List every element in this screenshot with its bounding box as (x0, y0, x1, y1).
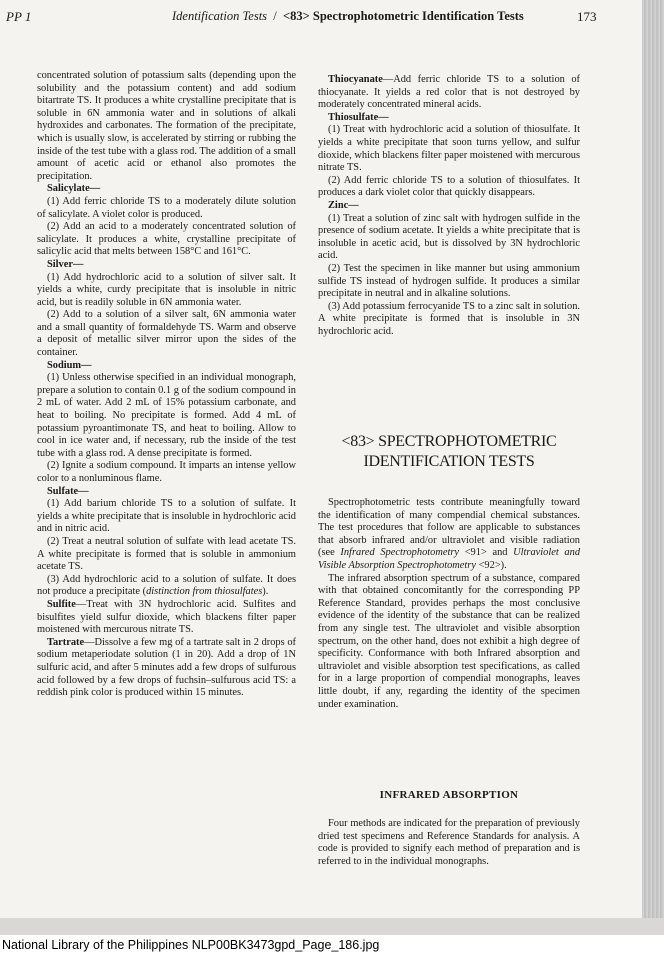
running-title-section: Identification Tests (172, 9, 268, 23)
running-title-separator: / (273, 9, 277, 23)
paragraph: (2) Treat a neutral solution of sulfate with lead acetate TS. A white precipitate is formed that is soluble in ammonium acetate TS. (37, 535, 296, 573)
heading-silver: Silver— (47, 258, 84, 270)
paragraph (37, 574, 296, 599)
paragraph: (1) Treat a solution of zinc salt with hydrogen sulfide in the presence of sodium acetate. It yields a white precipitate that is insoluble in acetic acid, but is dissolved by 3N hydrochloric acid. (318, 212, 580, 262)
text-run: —Dissolve a few mg of a tartrate salt in 2 drops of sodium metaperiodate solution (1 in 20). Add a drop of 1N sulfuric acid, and after 5 minutes add a few drops of sulfurous acid followed by a few drops of fuchsin–sulfurous acid TS: a reddish pink color is produced within 15 minutes. (37, 636, 296, 699)
heading-zinc: Zinc— (328, 199, 359, 211)
paragraph: (2) Ignite a sodium compound. It imparts an intense yellow color to a nonluminous flame. (37, 460, 296, 484)
heading-sulfate: Sulfate— (47, 485, 89, 497)
section-body-infrared (318, 818, 580, 868)
heading-thiosulfate: Thiosulfate— (328, 111, 389, 123)
scan-bottom-band (0, 918, 664, 935)
right-column (318, 74, 580, 338)
subheading-infrared: INFRARED ABSORPTION (379, 789, 519, 801)
text-run: —Add ferric chloride TS to a solution of thiocyanate. It yields a red color that is not destroyed by moderately concentrated mineral acids. (318, 74, 580, 111)
image-caption: National Library of the Philippines NLP00BK3473gpd_Page_186.jpg (2, 938, 380, 952)
paragraph: (2) Test the specimen in like manner but using ammonium sulfide TS instead of hydrogen sulfide. It produces a similar precipitate in neutral and in alkaline solutions. (318, 262, 580, 300)
page-edge-shadow (642, 0, 664, 935)
paragraph: (1) Unless otherwise specified in an individual monograph, prepare a solution to contain 0.1 g of the sodium compound in 2 mL of water. Add 2 mL of 15% potassium carbonate, and heat to boiling. No precipitate is formed. Add 4 mL of potassium pyroantimonate TS, and heat to boiling. Allow to cool in ice water and, if necessary, rub the inside of the test tube with a glass rod. A dense precipitate is formed. (37, 372, 296, 459)
paragraph (37, 599, 296, 637)
text-run-italic: Infrared Spectrophotometry (340, 547, 460, 559)
section-title-line: IDENTIFICATION TESTS (363, 453, 535, 470)
paragraph: (2) Add ferric chloride TS to a solution of thiosulfates. It produces a dark violet color that quickly disappears. (318, 174, 580, 199)
text-run: (3) Add hydrochloric acid to a solution of sulfate. It does not produce a precipitate ( (37, 573, 296, 598)
running-id: PP 1 (6, 9, 32, 24)
paragraph (318, 74, 580, 112)
text-run: ). (262, 586, 269, 598)
text-run: —Treat with 3N hydrochloric acid. Sulfites and bisulfites yield sulfur dioxide, which blackens filter paper moistened with mercurous nitrate TS. (37, 598, 296, 636)
section-title (318, 432, 580, 472)
paragraph: concentrated solution of potassium salts (depending upon the solubility and the potassium content) and add sodium bitartrate TS. It produces a white crystalline precipitate that is soluble in 6N ammonia water and in solutions of alkali hydroxides and carbonates. The formation of the precipitate, which is usually slow, is accelerated by stirring or rubbing the inside of the test tube with a glass rod. The addition of a small amount of acetic acid or ethanol also promotes the precipitation. (37, 70, 296, 182)
paragraph: The infrared absorption spectrum of a substance, compared with that obtained concomitantly for the corresponding PP Reference Standard, provides perhaps the most conclusive evidence of the identity of the substance that can be realized from any single test. The ultraviolet and visible absorption spectrum, on the other hand, does not exhibit a high degree of specificity. Conformance with both Infrared absorption and ultraviolet and visible absorption test specifications, as called for in a large proportion of compendial monographs, leaves little doubt, if any, regarding the identity of the specimen under examination. (318, 572, 580, 710)
paragraph: (1) Add hydrochloric acid to a solution of silver salt. It yields a white, curdy precipitate that is insoluble in nitric acid, but is readily soluble in 6N ammonia water. (37, 271, 296, 308)
heading-sulfite: Sulfite (47, 598, 76, 610)
running-title-chapter: <83> Spectrophotometric Identification Tests (283, 9, 524, 23)
text-run: <91> and (459, 547, 514, 559)
heading-thiocyanate: Thiocyanate (328, 74, 383, 85)
section-title-line: <83> SPECTROPHOTOMETRIC (341, 433, 557, 450)
paragraph: (3) Add potassium ferrocyanide TS to a zinc salt in solution. A white precipitate is formed that is insoluble in 3N hydrochloric acid. (318, 300, 580, 337)
paragraph: (1) Treat with hydrochloric acid a solution of thiosulfate. It yields a white precipitate that soon turns yellow, and sulfur dioxide, which blackens filter paper moistened with mercurous nitrate TS. (318, 124, 580, 174)
paragraph: (2) Add an acid to a moderately concentrated solution of salicylate. It produces a white, crystalline precipitate of salicylic acid that melts between 158°C and 161°C. (37, 221, 296, 258)
page-number: 173 (577, 9, 597, 24)
paragraph: Four methods are indicated for the preparation of previously dried test specimens and Reference Standards for analysis. A code is provided to signify each method of preparation and is referred to in the individual monographs. (318, 818, 580, 867)
text-run-italic: Ultraviolet and Visible Absorption Spectrophotometry (318, 547, 581, 571)
section-body (318, 497, 580, 711)
text-run-italic: distinction from thiosulfates (146, 586, 263, 598)
heading-salicylate: Salicylate— (47, 183, 101, 195)
paragraph: (1) Add barium chloride TS to a solution of sulfate. It yields a white precipitate that is insoluble in hydrochloric acid and in nitric acid. (37, 498, 296, 535)
paragraph: (2) Add to a solution of a silver salt, 6N ammonia water and a small quantity of formaldehyde TS. Warm and observe a deposit of metallic silver mirror upon the sides of the container. (37, 309, 296, 359)
text-run: <92>). (475, 559, 507, 571)
heading-sodium: Sodium— (47, 359, 92, 371)
paragraph (37, 637, 296, 700)
paragraph (318, 497, 580, 573)
heading-tartrate: Tartrate (47, 636, 85, 648)
left-column (37, 70, 296, 700)
paragraph: (1) Add ferric chloride TS to a moderately dilute solution of salicylate. A violet color is produced. (37, 195, 296, 220)
text-run: Spectrophotometric tests contribute meaningfully toward the identification of many compendial chemical substances. The test procedures that follow are applicable to substances that absorb infrared and/or ultraviolet and visible radiation (see (318, 497, 580, 559)
running-title (172, 9, 524, 24)
